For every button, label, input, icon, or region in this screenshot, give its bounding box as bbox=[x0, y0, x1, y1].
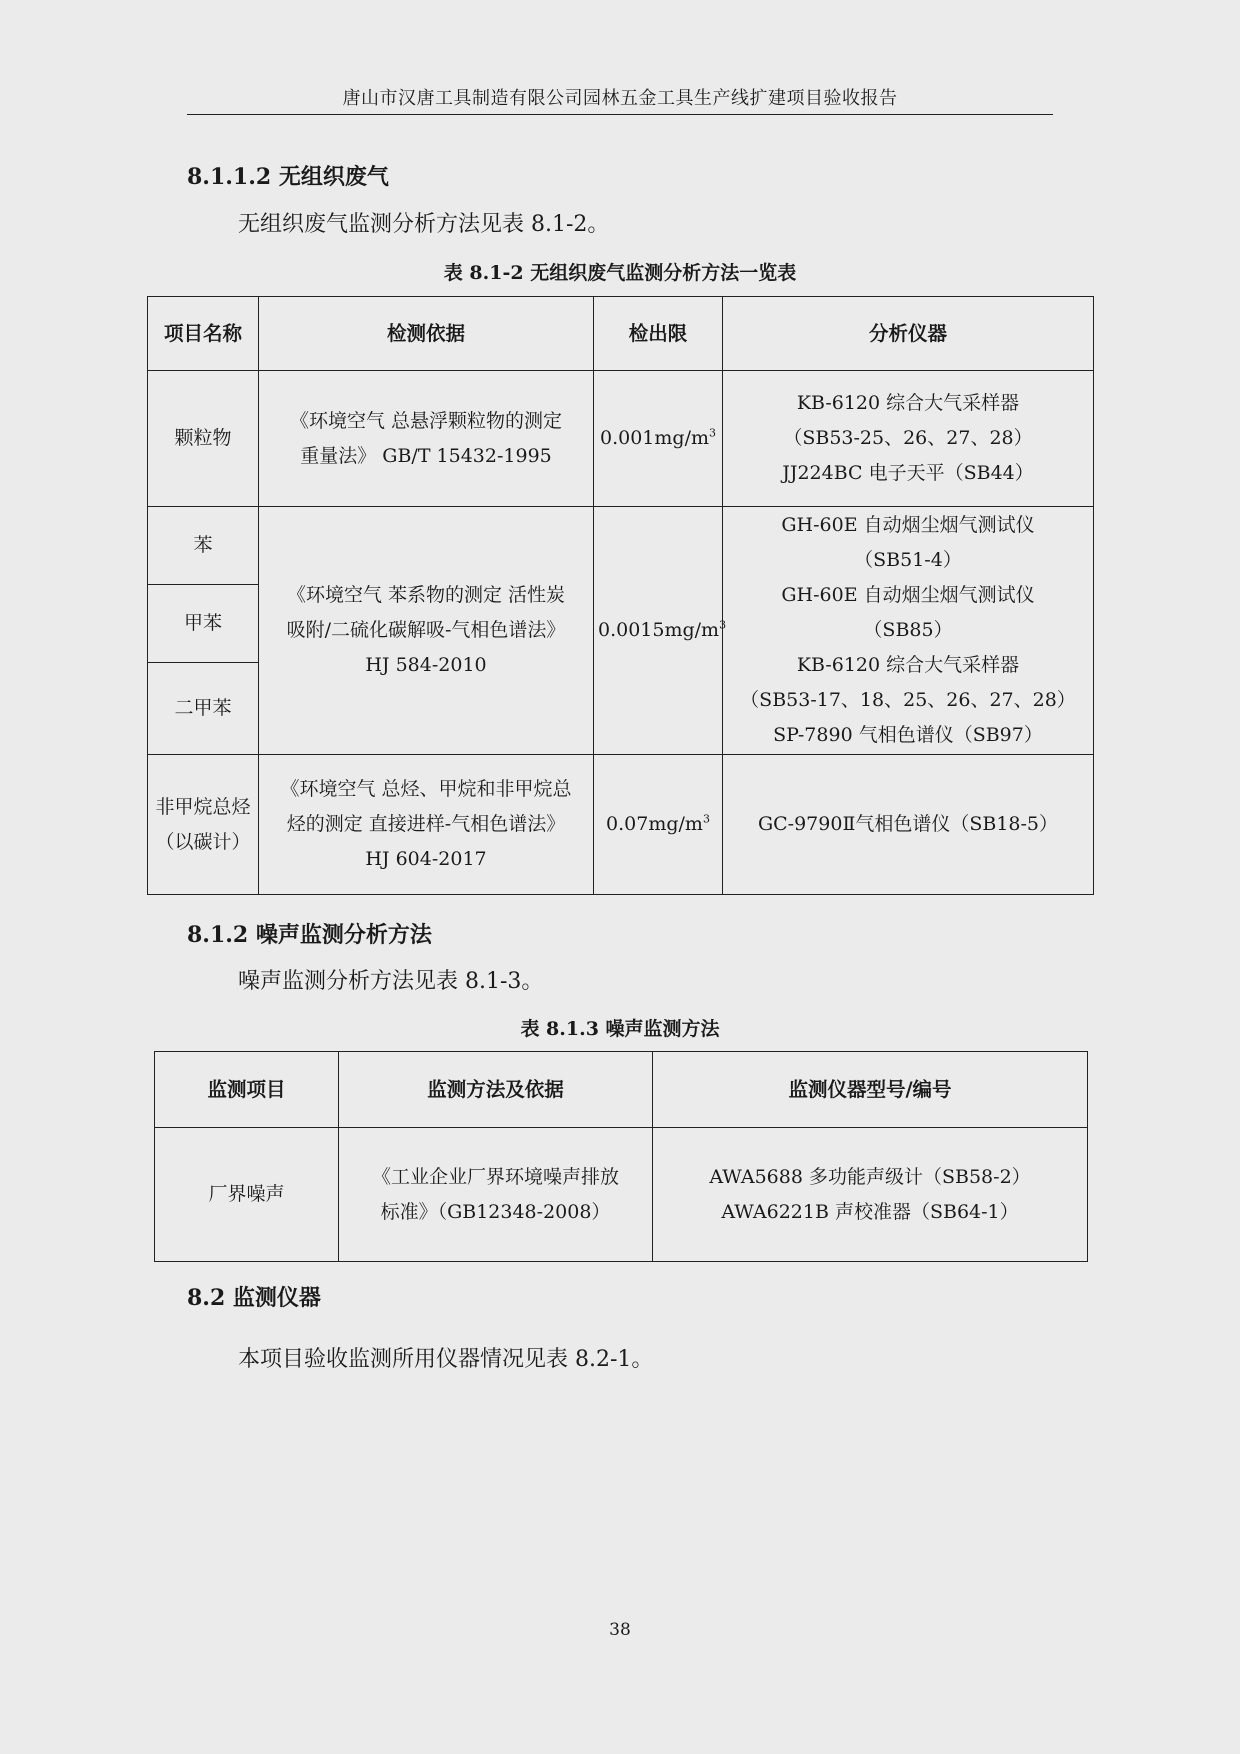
instrument-line: （SB51-4） bbox=[854, 549, 962, 571]
basis-line: 《环境空气 总烃、甲烷和非甲烷总 bbox=[280, 778, 572, 800]
intro-8-1-2: 噪声监测分析方法见表 8.1-3。 bbox=[238, 969, 544, 994]
instrument-line: KB-6120 综合大气采样器 bbox=[796, 392, 1020, 414]
heading-8-1-1-2: 8.1.1.2 无组织废气 bbox=[187, 164, 389, 190]
item-line: （以碳计） bbox=[155, 830, 251, 853]
item-cell bbox=[148, 755, 259, 895]
instrument-line: SP-7890 气相色谱仪（SB97） bbox=[773, 724, 1043, 746]
table-header-row bbox=[155, 1052, 1088, 1128]
instrument-line: GH-60E 自动烟尘烟气测试仪 bbox=[781, 584, 1035, 606]
item-cell: 苯 bbox=[148, 507, 259, 585]
heading-8-1-2: 8.1.2 噪声监测分析方法 bbox=[187, 922, 432, 948]
basis-cell bbox=[259, 755, 594, 895]
item-cell: 甲苯 bbox=[148, 585, 259, 663]
basis-line: HJ 604-2017 bbox=[365, 848, 487, 870]
col-header-basis: 检测依据 bbox=[259, 297, 594, 371]
col-header-instrument: 分析仪器 bbox=[723, 297, 1094, 371]
limit-value: 0.07mg/m bbox=[606, 813, 703, 835]
item-cell: 二甲苯 bbox=[148, 663, 259, 755]
instrument-cell bbox=[723, 507, 1094, 755]
instrument-line: GC-9790Ⅱ气相色谱仪（SB18-5） bbox=[757, 813, 1059, 835]
col-header-item: 项目名称 bbox=[148, 297, 259, 371]
limit-value: 0.0015mg/m bbox=[598, 619, 720, 641]
instrument-line: （SB53-17、18、25、26、27、28） bbox=[740, 689, 1076, 711]
limit-exponent: 3 bbox=[719, 618, 727, 632]
table-8-1-2-caption: 表 8.1-2 无组织废气监测分析方法一览表 bbox=[443, 262, 797, 284]
table-row bbox=[148, 371, 1094, 507]
table-row bbox=[155, 1128, 1088, 1262]
col-header-item: 监测项目 bbox=[155, 1052, 339, 1128]
basis-line: 《环境空气 总悬浮颗粒物的测定 bbox=[289, 409, 563, 432]
instrument-line: JJ224BC 电子天平（SB44） bbox=[782, 462, 1034, 484]
basis-line: 《环境空气 苯系物的测定 活性炭 bbox=[286, 584, 566, 606]
col-header-instrument: 监测仪器型号/编号 bbox=[653, 1052, 1088, 1128]
col-header-method: 监测方法及依据 bbox=[339, 1052, 653, 1128]
limit-value: 0.001mg/m bbox=[600, 427, 709, 449]
table-8-1-3-caption: 表 8.1.3 噪声监测方法 bbox=[520, 1018, 720, 1040]
item-line: 非甲烷总烃 bbox=[155, 795, 251, 818]
method-line: 标准》（GB12348-2008） bbox=[380, 1200, 611, 1223]
basis-cell bbox=[259, 507, 594, 755]
page-number: 38 bbox=[609, 1620, 631, 1640]
instrument-line: AWA5688 多功能声级计（SB58-2） bbox=[709, 1165, 1031, 1188]
intro-8-2: 本项目验收监测所用仪器情况见表 8.2-1。 bbox=[238, 1347, 654, 1372]
instrument-line: GH-60E 自动烟尘烟气测试仪 bbox=[781, 514, 1035, 536]
basis-line: HJ 584-2010 bbox=[365, 654, 487, 676]
table-row bbox=[148, 755, 1094, 895]
instrument-line: （SB53-25、26、27、28） bbox=[783, 427, 1033, 449]
instrument-cell bbox=[723, 755, 1094, 895]
item-cell: 厂界噪声 bbox=[155, 1128, 339, 1262]
instrument-cell bbox=[653, 1128, 1088, 1262]
method-line: 《工业企业厂界环境噪声排放 bbox=[371, 1165, 619, 1188]
limit-exponent: 3 bbox=[709, 426, 716, 440]
limit-cell bbox=[594, 371, 723, 507]
table-8-1-3 bbox=[154, 1051, 1088, 1262]
limit-cell bbox=[594, 507, 727, 755]
instrument-line: （SB85） bbox=[863, 619, 953, 641]
basis-line: 吸附/二硫化碳解吸-气相色谱法》 bbox=[286, 619, 566, 641]
intro-8-1-1-2: 无组织废气监测分析方法见表 8.1-2。 bbox=[238, 212, 610, 237]
method-cell bbox=[339, 1128, 653, 1262]
table-8-1-2 bbox=[147, 296, 1094, 895]
basis-line: 重量法》 GB/T 15432-1995 bbox=[300, 444, 552, 467]
instrument-cell bbox=[723, 371, 1094, 507]
item-cell: 颗粒物 bbox=[148, 371, 259, 507]
heading-8-2: 8.2 监测仪器 bbox=[187, 1285, 321, 1311]
limit-cell bbox=[594, 755, 723, 895]
instrument-line: KB-6120 综合大气采样器 bbox=[796, 654, 1020, 676]
col-header-limit: 检出限 bbox=[594, 297, 723, 371]
table-row bbox=[148, 507, 1094, 585]
header-rule bbox=[187, 114, 1053, 115]
running-header: 唐山市汉唐工具制造有限公司园林五金工具生产线扩建项目验收报告 bbox=[342, 88, 898, 109]
table-header-row bbox=[148, 297, 1094, 371]
basis-line: 烃的测定 直接进样-气相色谱法》 bbox=[286, 813, 566, 835]
limit-exponent: 3 bbox=[702, 812, 710, 826]
basis-cell bbox=[259, 371, 594, 507]
instrument-line: AWA6221B 声校准器（SB64-1） bbox=[721, 1200, 1019, 1223]
